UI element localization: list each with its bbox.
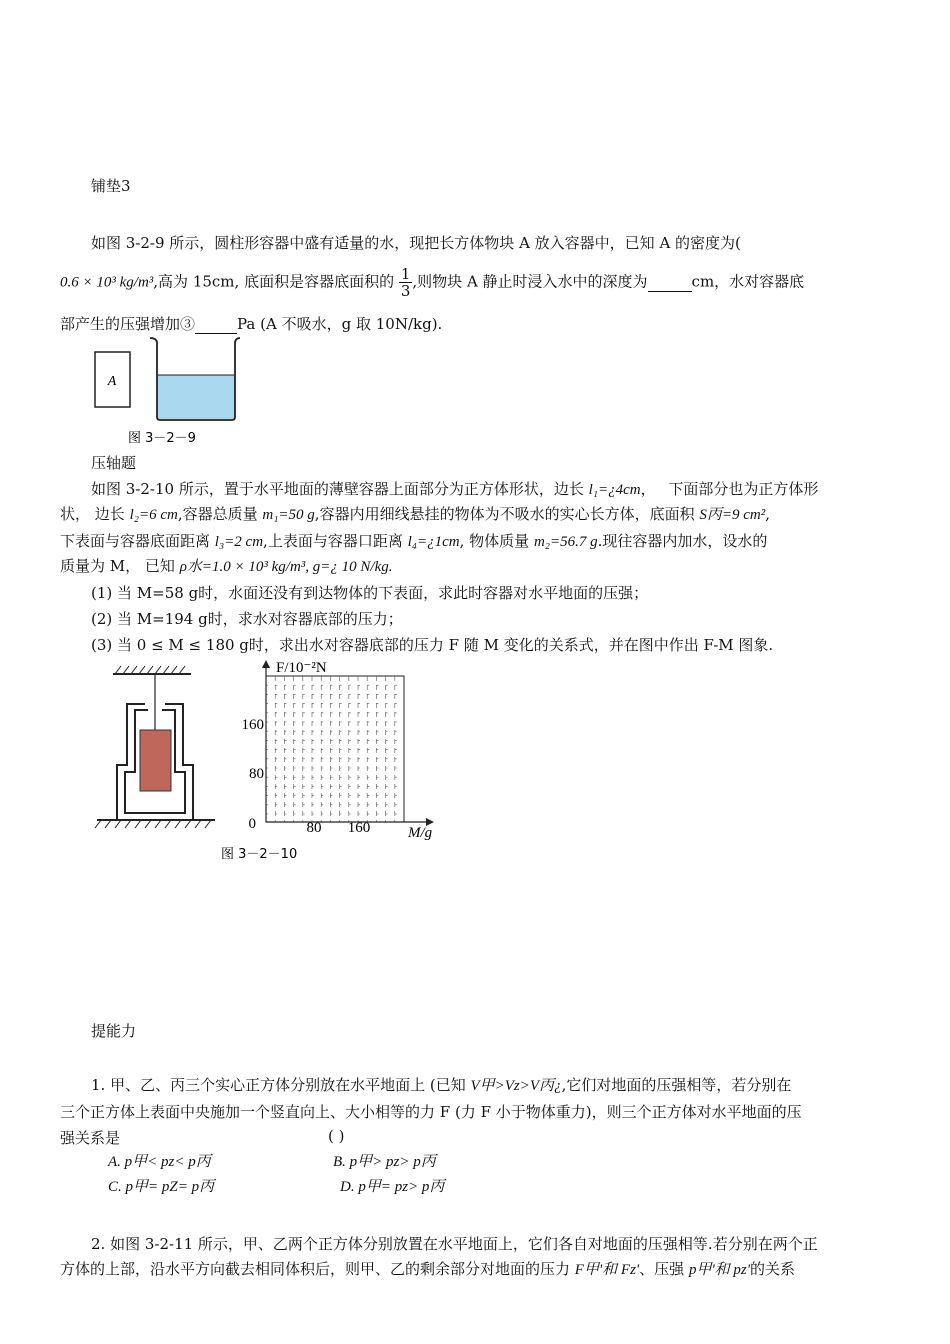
s2-l3a: 下表面与容器底面距离 (60, 532, 211, 550)
s1-line3-a: 部产生的压强增加③ (60, 315, 196, 333)
s2-l1b: l₁=¿4cm (588, 482, 641, 498)
question-2: (2) 当 M=194 g时，求水对容器底部的压力； (91, 610, 403, 628)
figure-caption-329: 图 3－2－9 (128, 431, 196, 446)
s2-l3b: l₃=2 cm (214, 534, 264, 550)
frac-num: 1 (400, 265, 411, 283)
origin-label: 0 (248, 816, 256, 832)
section-title-tinengli: 提能力 (91, 1022, 137, 1040)
option-d[interactable]: D. p甲= pz> p丙 (340, 1179, 445, 1195)
s2-l3c: ,上表面与容器口距离 (263, 532, 403, 550)
p2-d: 、压强 (639, 1260, 685, 1278)
s2-line2 (60, 503, 770, 524)
p1-line3: 强关系是 (60, 1129, 121, 1147)
s2-l2d: m₁=50 g (262, 507, 315, 523)
s2-line1: 如图 3-2-10 所示，置于水平地面的薄壁容器上面部分为正方体形状，边长 l₁=¿4cm， 下面部分也为正方体形 (91, 480, 819, 498)
s2-l2f: S丙=9 cm² (699, 507, 766, 523)
p2-line2 (60, 1258, 795, 1279)
s2-l3f: m₂=56.7 g (533, 534, 598, 550)
blank-depth[interactable] (648, 273, 692, 292)
option-b[interactable]: B. p甲> pz> p丙 (333, 1154, 436, 1170)
s1-line2-d: cm，水对容器底 (691, 272, 805, 291)
grid-frame (266, 676, 404, 822)
ground-hatch (95, 820, 211, 828)
p2-c: F甲'和 Fz' (574, 1262, 640, 1278)
y-axis-label: F/10⁻²N (276, 660, 327, 676)
s2-l2c: ,容器总质量 (177, 505, 258, 523)
s2-l2g: , (765, 505, 771, 523)
s1-line2-c: ,则物块 A 静止时浸入水中的深度为 (412, 272, 648, 291)
s2-l4b: ρ水=1.0 × 10³ kg/m³, g=¿ 10 N/kg. (179, 559, 393, 575)
p1-line1 (91, 1074, 791, 1095)
fraction-one-third (399, 266, 413, 299)
s1-line2-b: ,高为 15cm, 底面积是容器底面积的 (153, 272, 395, 291)
x-tick-160: 160 (347, 820, 371, 836)
ceiling-hatch (115, 666, 185, 674)
x-tick-80: 80 (306, 820, 322, 836)
s2-line3 (60, 530, 767, 551)
s2-line4 (60, 555, 393, 576)
suspended-block (140, 730, 171, 791)
answer-bracket[interactable]: ( ) (328, 1127, 345, 1145)
p2-f: 的关系 (749, 1260, 795, 1278)
option-a[interactable]: A. p甲< pz< p丙 (108, 1154, 211, 1170)
figure-caption-3210: 图 3－2－10 (221, 847, 298, 862)
p2-line1: 2. 如图 3-2-11 所示，甲、乙两个正方体分别放置在水平地面上，它们各自对地面的压强相等.若分别在两个正 (91, 1235, 818, 1253)
section-title-yazhouti: 压轴题 (91, 454, 137, 472)
p1-line2: 三个正方体上表面中央施加一个竖直向上、大小相等的力 F (力 F 小于物体重力)，则三个正方体对水平地面的压 (60, 1103, 802, 1121)
s2-l2e: ,容器内用细线悬挂的物体为不吸水的实心长方体，底面积 (314, 505, 695, 523)
p1-c: ,它们对地面的压强相等，若分别在 (561, 1076, 792, 1094)
s2-l3g: .现往容器内加水，设水的 (597, 532, 768, 550)
s2-l1c: 下面部分也为正方体形 (668, 480, 819, 498)
s2-l2a: 状， 边长 (60, 505, 125, 523)
s1-line1: 如图 3-2-9 所示，圆柱形容器中盛有适量的水，现把长方体物块 A 放入容器中，已知 A 的密度为( (91, 234, 741, 252)
s2-l4a: 质量为 M， 已知 (60, 557, 175, 575)
s1-line3-b: Pa (A 不吸水，g 取 10N/kg). (237, 315, 443, 333)
p2-b: 方体的上部，沿水平方向截去相同体积后，则甲、乙的剩余部分对地面的压力 (60, 1260, 571, 1278)
question-1: (1) 当 M=58 g时，水面还没有到达物体的下表面，求此时容器对水平地面的压强； (91, 584, 649, 602)
option-c[interactable]: C. p甲= pZ= p丙 (108, 1179, 215, 1195)
question-3: (3) 当 0 ≤ M ≤ 180 g时，求出水对容器底部的压力 F 随 M 变化的关系式，并在图中作出 F-M 图象. (91, 636, 774, 654)
figure-3-2-9 (90, 330, 250, 450)
y-arrow (262, 660, 270, 668)
p2-e: p甲'和 pz' (688, 1262, 750, 1278)
y-tick-80: 80 (249, 766, 264, 782)
s2-l3d: l₄=¿1cm (407, 534, 460, 550)
graph-grid (266, 676, 404, 822)
s2-l3e: , 物体质量 (459, 532, 530, 550)
x-axis-label: M/g (408, 825, 433, 841)
fm-graph (238, 656, 438, 842)
p1-a: 1. 甲、乙、丙三个实心正方体分别放在水平地面上 (已知 (91, 1076, 466, 1094)
frac-den: 3 (400, 282, 411, 300)
s2-l1a: 如图 3-2-10 所示，置于水平地面的薄壁容器上面部分为正方体形状，边长 (91, 480, 584, 498)
water (157, 375, 235, 419)
s1-line2 (60, 266, 804, 299)
section-title-pudian: 铺垫3 (91, 177, 131, 195)
y-tick-160: 160 (241, 717, 264, 733)
density-value: 0.6 × 10³ kg/m³ (60, 274, 154, 291)
s2-l2b: l₂=6 cm (129, 507, 178, 523)
p1-b: V甲>Vz>V丙¿ (470, 1078, 562, 1094)
block-a-label: A (107, 374, 117, 389)
